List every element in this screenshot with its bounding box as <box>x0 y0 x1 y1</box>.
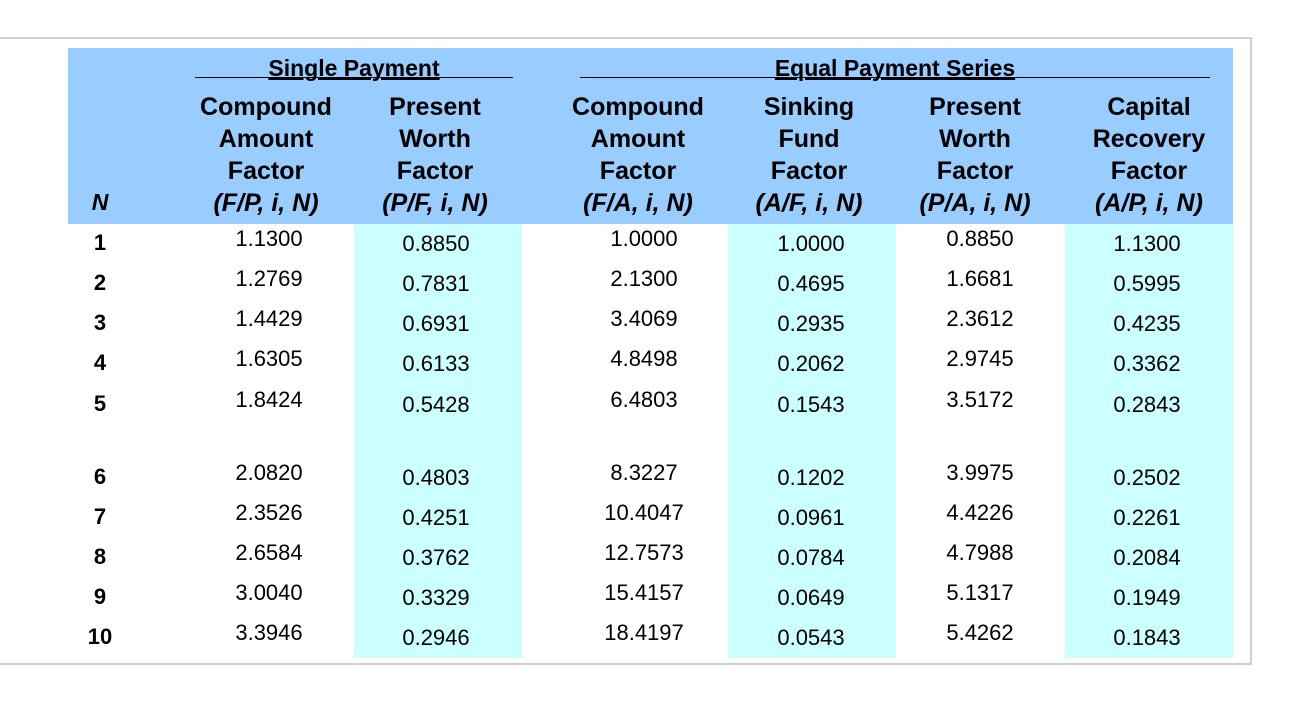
table-cell: 1.4429 <box>235 306 303 331</box>
column-header-notation: (P/F, i, N) <box>382 189 488 217</box>
column-header-f-a <box>558 91 718 219</box>
table-cell: 0.4251 <box>402 505 470 530</box>
table-cell: 4.8498 <box>610 346 678 371</box>
table-cell: 0.4235 <box>1113 311 1181 336</box>
table-cell: 2.1300 <box>610 266 678 291</box>
column-header-line: Compound <box>572 93 704 121</box>
column-header-line: Worth <box>399 125 471 153</box>
table-cell: 6.4803 <box>610 387 678 412</box>
column-header-line: Factor <box>599 157 677 185</box>
table-cell: 0.0961 <box>777 505 845 530</box>
column-header-line: Amount <box>590 125 686 153</box>
column-header-p-f <box>355 91 515 219</box>
row-n-label: 8 <box>93 544 107 569</box>
table-cell: 8.3227 <box>610 460 678 485</box>
table-cell: 0.7831 <box>402 271 470 296</box>
column-header-notation: (F/P, i, N) <box>213 189 319 217</box>
table-cell: 0.6133 <box>402 351 470 376</box>
table-cell: 5.4262 <box>946 620 1014 645</box>
table-cell: 0.8850 <box>946 226 1014 251</box>
column-header-line: Factor <box>396 157 474 185</box>
table-cell: 1.1300 <box>235 226 303 251</box>
table-cell: 0.5428 <box>402 392 470 417</box>
table-cell: 3.3946 <box>235 620 303 645</box>
table-cell: 2.3612 <box>946 306 1014 331</box>
table-cell: 1.6681 <box>946 266 1014 291</box>
column-header-notation: (A/F, i, N) <box>755 189 863 217</box>
column-header-p-a <box>895 91 1055 219</box>
table-cell: 0.2935 <box>777 311 845 336</box>
column-header-line: Recovery <box>1092 125 1206 153</box>
table-cell: 1.8424 <box>235 387 303 412</box>
table-cell: 1.0000 <box>610 226 678 251</box>
column-header-line: Factor <box>227 157 305 185</box>
column-header-notation: (A/P, i, N) <box>1095 189 1203 217</box>
equal-payment-series-title: Equal Payment Series <box>774 55 1016 81</box>
table-cell: 0.2261 <box>1113 505 1181 530</box>
table-cell: 0.2502 <box>1113 465 1181 490</box>
column-header-line: Present <box>929 93 1021 121</box>
table-cell: 0.3329 <box>402 585 470 610</box>
table-cell: 12.7573 <box>604 540 684 565</box>
column-header-a-p <box>1065 91 1233 219</box>
table-cell: 0.2843 <box>1113 392 1181 417</box>
table-cell: 1.0000 <box>777 231 845 256</box>
table-cell: 0.1543 <box>777 392 845 417</box>
column-header-line: Amount <box>218 125 314 153</box>
column-header-line: Factor <box>770 157 848 185</box>
table-cell: 0.0543 <box>777 625 845 650</box>
table-cell: 0.5995 <box>1113 271 1181 296</box>
table-cell: 2.0820 <box>235 460 303 485</box>
column-header-notation: (F/A, i, N) <box>583 189 693 217</box>
column-header-line: Factor <box>936 157 1014 185</box>
row-n-label: 1 <box>93 230 107 255</box>
row-n-label: 9 <box>93 584 107 609</box>
table-cell: 0.3762 <box>402 545 470 570</box>
column-header-line: Present <box>389 93 481 121</box>
column-header-a-f <box>729 91 889 219</box>
row-n-label: 6 <box>93 464 107 489</box>
table-cell: 18.4197 <box>604 620 684 645</box>
table-cell: 10.4047 <box>604 500 684 525</box>
table-cell: 0.0649 <box>777 585 845 610</box>
table-cell: 5.1317 <box>946 580 1014 605</box>
table-cell: 0.1202 <box>777 465 845 490</box>
column-header-line: Capital <box>1107 93 1191 121</box>
table-cell: 2.3526 <box>235 500 303 525</box>
table-cell: 3.0040 <box>235 580 303 605</box>
single-payment-title: Single Payment <box>268 55 440 81</box>
table-cell: 1.2769 <box>235 266 303 291</box>
table-cell: 0.2946 <box>402 625 470 650</box>
table-cell: 4.7988 <box>946 540 1014 565</box>
table-cell: 0.8850 <box>402 231 470 256</box>
table-cell: 1.6305 <box>235 346 303 371</box>
row-n-label: 5 <box>93 391 107 416</box>
table-cell: 3.5172 <box>946 387 1014 412</box>
table-cell: 2.6584 <box>235 540 303 565</box>
table-cell: 0.2062 <box>777 351 845 376</box>
table-cell: 15.4157 <box>604 580 684 605</box>
row-n-label: 2 <box>93 270 107 295</box>
column-header-line: Worth <box>939 125 1011 153</box>
column-header-notation: (P/A, i, N) <box>919 189 1031 217</box>
table-cell: 0.3362 <box>1113 351 1181 376</box>
table-cell: 1.1300 <box>1113 231 1181 256</box>
row-n-label: 3 <box>93 310 107 335</box>
table-cell: 0.1949 <box>1113 585 1181 610</box>
column-header-line: Compound <box>200 93 332 121</box>
table-cell: 4.4226 <box>946 500 1014 525</box>
table-cell: 0.4803 <box>402 465 470 490</box>
table-cell: 0.2084 <box>1113 545 1181 570</box>
row-n-label: 4 <box>93 350 107 375</box>
n-column-header: N <box>91 189 109 215</box>
table-cell: 2.9745 <box>946 346 1014 371</box>
row-n-label: 10 <box>87 624 113 649</box>
table-cell: 3.4069 <box>610 306 678 331</box>
column-header-line: Factor <box>1110 157 1188 185</box>
table-cell: 0.6931 <box>402 311 470 336</box>
table-cell: 0.4695 <box>777 271 845 296</box>
column-header-f-p <box>186 91 346 219</box>
row-n-label: 7 <box>93 504 107 529</box>
table-cell: 0.1843 <box>1113 625 1181 650</box>
column-header-line: Sinking <box>763 93 855 121</box>
table-cell: 3.9975 <box>946 460 1014 485</box>
table-cell: 0.0784 <box>777 545 845 570</box>
column-header-line: Fund <box>778 125 840 153</box>
